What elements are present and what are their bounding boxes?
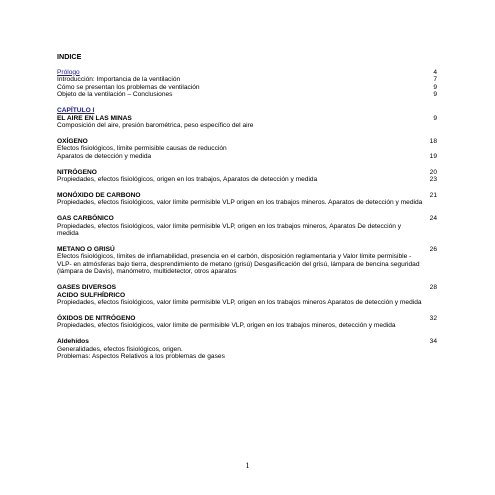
section-heading: OXÍGENO bbox=[57, 137, 88, 145]
entry-text: Objeto de la ventilación – Conclusiones bbox=[57, 91, 173, 99]
toc-entry-oxidos bbox=[57, 315, 437, 323]
toc-entry-oxigeno-d2 bbox=[57, 153, 437, 161]
entry-text: Introducción: Importancia de la ventilación bbox=[57, 76, 181, 84]
entry-text: Propiedades, efectos fisiológicos, valor límite permisible VLP, origen en los trabajos mineros, Aparatos De detección y medida bbox=[57, 222, 402, 238]
entry-text: Cómo se presentan los problemas de ventilación bbox=[57, 83, 200, 91]
page-ref: 21 bbox=[429, 191, 437, 199]
prologo-link[interactable]: Prólogo bbox=[57, 68, 80, 76]
page-ref: 20 bbox=[429, 168, 437, 176]
entry-text: Problemas: Aspectos Relativos a los problemas de gases bbox=[57, 353, 225, 361]
section-heading: Aldehídos bbox=[57, 338, 89, 346]
toc-entry-gas-carbonico-d bbox=[57, 223, 437, 238]
toc-entry-monoxido-d bbox=[57, 199, 437, 207]
toc-entry-prologo[interactable] bbox=[57, 69, 437, 77]
toc-entry-aldehidos-d2 bbox=[57, 353, 437, 361]
toc-chapter-heading[interactable] bbox=[57, 107, 437, 115]
toc-entry-gases-diversos bbox=[57, 284, 437, 292]
toc-entry-objeto bbox=[57, 91, 437, 99]
page-ref: 9 bbox=[433, 83, 437, 91]
toc-entry-aldehidos-d1 bbox=[57, 346, 437, 354]
toc-entry-oxigeno bbox=[57, 138, 437, 146]
page-ref: 32 bbox=[429, 314, 437, 322]
toc-entry-metano-d bbox=[57, 253, 437, 276]
toc-entry-como bbox=[57, 84, 437, 92]
toc-entry-oxidos-d bbox=[57, 322, 437, 330]
page-ref: 24 bbox=[429, 214, 437, 222]
section-heading: NITRÓGENO bbox=[57, 168, 97, 176]
page-ref: 19 bbox=[429, 152, 437, 160]
toc-entry-intro bbox=[57, 76, 437, 84]
section-heading: GASES DIVERSOS bbox=[57, 284, 116, 292]
page-ref: 18 bbox=[429, 137, 437, 145]
table-of-contents bbox=[57, 53, 437, 361]
toc-entry-gas-carbonico bbox=[57, 215, 437, 223]
toc-entry-nitrogeno bbox=[57, 169, 437, 177]
toc-entry-acido bbox=[57, 292, 437, 300]
page-ref: 7 bbox=[433, 76, 437, 84]
page-ref: 34 bbox=[429, 338, 437, 346]
page-ref: 9 bbox=[433, 91, 437, 99]
entry-text: Propiedades, efectos fisiológicos, origen en los trabajos, Aparatos de detección y medida bbox=[57, 176, 318, 184]
entry-text: Propiedades, efectos fisiológicos, valor límite permisible VLP origen en los trabajos mineros. Aparatos de detección y medida bbox=[57, 199, 423, 207]
section-heading: GAS CARBÓNICO bbox=[57, 214, 114, 222]
page-ref: 26 bbox=[429, 245, 437, 253]
index-title: INDICE bbox=[57, 52, 82, 61]
toc-entry-monoxido bbox=[57, 192, 437, 200]
entry-text: Efectos fisiológicos, límite permisible causas de reducción bbox=[57, 145, 227, 153]
toc-entry-acido-d bbox=[57, 299, 437, 307]
page-number: 1 bbox=[245, 461, 250, 470]
entry-text: Composición del aire, presión barométrica, peso específico del aire bbox=[57, 122, 254, 130]
page-ref: 28 bbox=[429, 284, 437, 292]
section-heading: METANO O GRISÚ bbox=[57, 245, 115, 253]
toc-entry-oxigeno-d1 bbox=[57, 145, 437, 153]
toc-entry-aire bbox=[57, 115, 437, 123]
section-heading: ACIDO SULFHÍDRICO bbox=[57, 291, 126, 299]
entry-text: Generalidades, efectos fisiológicos, origen. bbox=[57, 345, 183, 353]
page-ref: 23 bbox=[429, 176, 437, 184]
toc-entry-metano bbox=[57, 246, 437, 254]
section-heading: EL AIRE EN LAS MINAS bbox=[57, 114, 132, 122]
page-ref: 4 bbox=[433, 68, 437, 76]
entry-text: Propiedades, efectos fisiológicos, valor límite de permisible VLP, origen en los trabajos mineros, detección y medida bbox=[57, 322, 396, 330]
toc-entry-aire-desc bbox=[57, 122, 437, 130]
chapter-link[interactable]: CAPÍTULO I bbox=[57, 106, 95, 114]
page-ref: 9 bbox=[433, 114, 437, 122]
entry-text: Propiedades, efectos fisiológicos, valor límite permisible VLP, origen en los trabajos mineros Aparatos de detección y medida bbox=[57, 299, 422, 307]
toc-entry-nitrogeno-d bbox=[57, 176, 437, 184]
section-heading: MONÓXIDO DE CARBONO bbox=[57, 191, 141, 199]
section-heading: ÓXIDOS DE NITRÓGENO bbox=[57, 314, 136, 322]
toc-entry-aldehidos bbox=[57, 338, 437, 346]
entry-text: Aparatos de detección y medida bbox=[57, 152, 152, 160]
entry-text: Efectos fisiológicos, límites de inflamabilidad, presencia en el carbón, disposición reglamentaria y Valor límite permisible - VLP- en atmósferas bajo tierra, desprendimiento de metano (grisú) Desgasificación del grisú, lámpara de bencina seguridad (lámpara de Davis), manómetro, multidetector, otros aparatos bbox=[57, 253, 420, 276]
